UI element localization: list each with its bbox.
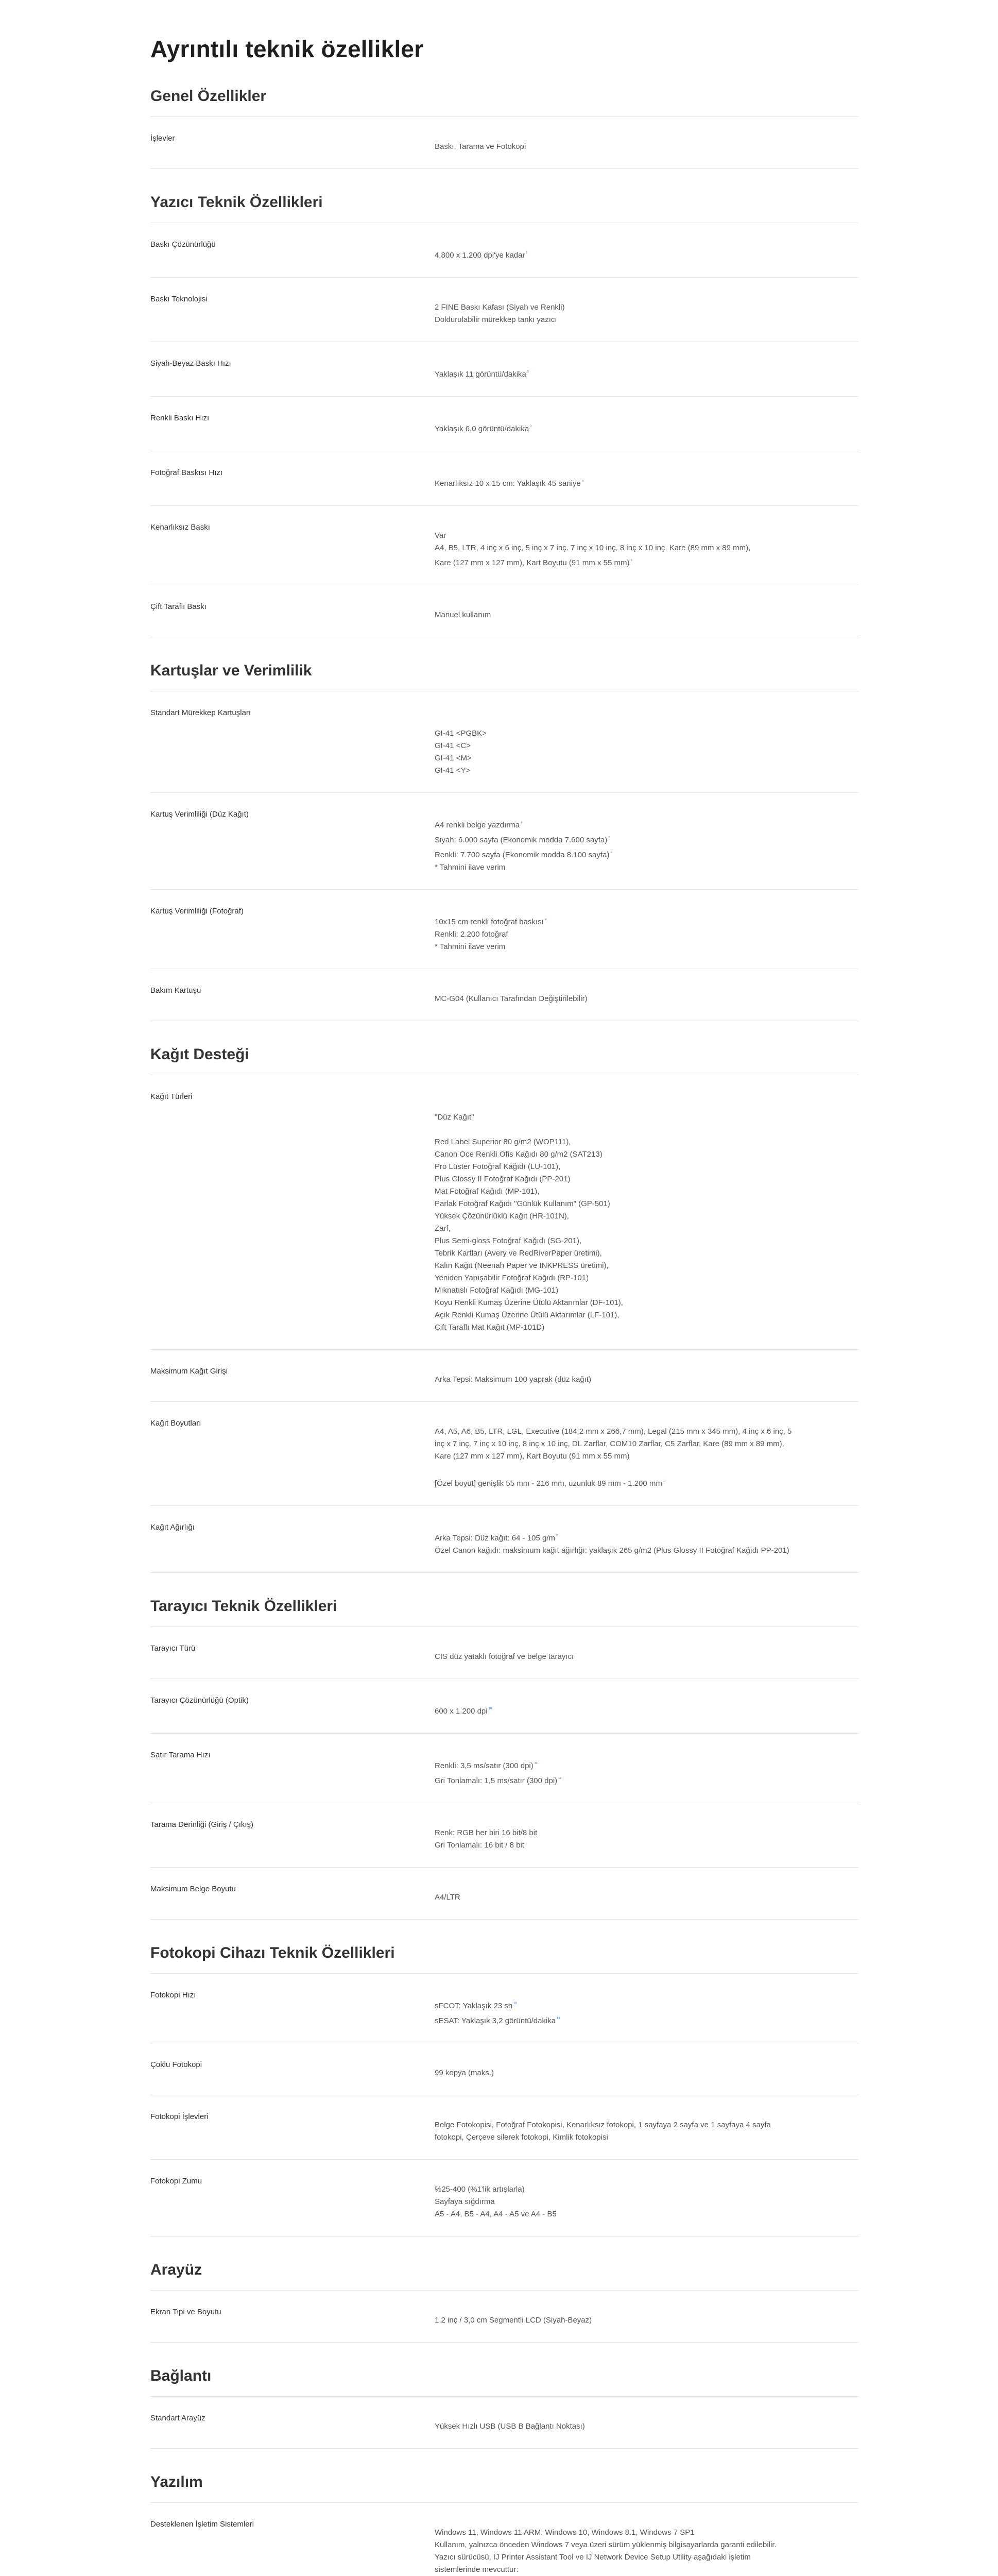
spec-value-line: Plus Semi-gloss Fotoğraf Kağıdı (SG-201), xyxy=(435,1236,582,1245)
spec-row xyxy=(150,277,858,342)
spec-value-line: sFCOT: Yaklaşık 23 sn $^{^{13}}$ xyxy=(435,2001,517,2010)
page-title: Ayrıntılı teknik özellikler xyxy=(150,36,424,62)
spec-value-line: Yeniden Yapışabilir Fotoğraf Kağıdı (RP-101) xyxy=(435,1274,589,1282)
spec-value xyxy=(435,239,858,262)
section-baglanti xyxy=(150,2367,998,2449)
footnote-ref[interactable]: ⁴ xyxy=(581,479,584,484)
spec-value-line: Mıknatıslı Fotoğraf Kağıdı (MG-101) xyxy=(435,1286,559,1295)
spec-value-line: CIS düz yataklı fotoğraf ve belge tarayıcı xyxy=(435,1652,574,1661)
spec-value-line: Arka Tepsi: Maksimum 100 yaprak (düz kağıt) xyxy=(435,1375,592,1384)
section-title: Genel Özellikler xyxy=(150,88,267,105)
spec-row xyxy=(150,1626,858,1679)
spec-value xyxy=(435,1694,858,1718)
spec-label: Bakım Kartuşu xyxy=(150,986,201,995)
section-genel-ozellikler xyxy=(150,88,998,169)
spec-label: Tarayıcı Türü xyxy=(150,1644,196,1653)
spec-value-line: Manuel kullanım xyxy=(435,611,491,619)
spec-value-line: * Tahmini ilave verim xyxy=(435,863,506,872)
spec-value xyxy=(435,412,858,435)
section-tarayici-teknik-ozellikleri xyxy=(150,1598,998,1920)
spec-value-line: sistemlerinde mevcuttur: xyxy=(435,2565,519,2574)
spec-value-line: sESAT: Yaklaşık 3,2 görüntü/dakika $^{^{14}}$ xyxy=(435,2016,561,2025)
spec-value-line: Yüksek Çözünürlüklü Kağıt (HR-101N), xyxy=(435,1212,569,1221)
spec-label: Baskı Çözünürlüğü xyxy=(150,240,216,249)
spec-label: Çoklu Fotokopi xyxy=(150,2060,202,2069)
spec-label: Kağıt Boyutları xyxy=(150,1419,201,1428)
spec-label: Kağıt Türleri xyxy=(150,1092,193,1101)
spec-row xyxy=(150,342,858,396)
footnote-ref[interactable]: ¹¹ xyxy=(534,1761,538,1766)
spec-value-line: A4, A5, A6, B5, LTR, LGL, Executive (184,2 mm x 266,7 mm), Legal (215 mm x 345 mm), 4 inç x 6 inç, 5 xyxy=(435,1427,792,1436)
spec-value-line: Açık Renkli Kumaş Üzerine Ütülü Aktarımlar (LF-101), xyxy=(435,1311,620,1319)
spec-value xyxy=(435,2059,858,2079)
spec-label: Fotokopi Zumu xyxy=(150,2177,202,2185)
spec-value xyxy=(435,2518,858,2576)
spec-value-line: Red Label Superior 80 g/m2 (WOP111), xyxy=(435,1138,571,1146)
spec-value xyxy=(435,1989,858,2027)
spec-value-line: %25-400 (%1'lik artışlarla) xyxy=(435,2185,525,2194)
spec-value-line: 2 FINE Baskı Kafası (Siyah ve Renkli) xyxy=(435,303,565,312)
spec-row xyxy=(150,2043,858,2095)
spec-row xyxy=(150,1733,858,1803)
footnote-ref[interactable]: ⁹ xyxy=(544,917,547,922)
spec-value-line: Tebrik Kartları (Avery ve RedRiverPaper üretimi), xyxy=(435,1249,602,1258)
spec-value xyxy=(435,601,858,621)
spec-value-line: Zarf, xyxy=(435,1224,451,1233)
spec-row xyxy=(150,2290,858,2343)
spec-value-line: Yaklaşık 11 görüntü/dakika $^{^2}$ xyxy=(435,369,529,379)
spec-row xyxy=(150,116,858,169)
spec-value xyxy=(435,985,858,1005)
footnote-ref[interactable]: ³ xyxy=(530,424,532,429)
spec-value-line xyxy=(435,1463,858,1475)
spec-value-line: Canon Oce Renkli Ofis Kağıdı 80 g/m2 (SAT213) xyxy=(435,1150,603,1159)
spec-label: Fotoğraf Baskısı Hızı xyxy=(150,468,223,477)
section-title: Kartuşlar ve Verimlilik xyxy=(150,662,312,679)
spec-value xyxy=(435,1642,858,1663)
spec-value-line: Belge Fotokopisi, Fotoğraf Fotokopisi, Kenarlıksız fotokopi, 1 sayfaya 2 sayfa ve 1 sayfaya 4 sayfa xyxy=(435,2121,771,2129)
section-title: Fotokopi Cihazı Teknik Özellikleri xyxy=(150,1944,395,1961)
footnote-ref[interactable]: ¹ xyxy=(663,1479,665,1484)
footnote-ref[interactable]: ² xyxy=(556,1533,558,1538)
section-yazilim xyxy=(150,2473,998,2576)
section-title: Yazılım xyxy=(150,2473,203,2490)
spec-label: Ekran Tipi ve Boyutu xyxy=(150,2308,221,2316)
spec-value-line: Siyah: 6.000 sayfa (Ekonomik modda 7.600 sayfa) $^{^7}$ xyxy=(435,835,610,844)
spec-row xyxy=(150,1803,858,1867)
spec-value-line: Renkli: 3,5 ms/satır (300 dpi) $^{^{11}}$ xyxy=(435,1761,538,1770)
spec-table xyxy=(150,691,858,1021)
spec-row xyxy=(150,2396,858,2449)
spec-table xyxy=(150,1973,858,2236)
spec-table xyxy=(150,223,858,637)
spec-value xyxy=(435,905,858,953)
spec-value xyxy=(435,2175,858,2221)
spec-value xyxy=(435,1091,858,1334)
spec-label: Fotokopi Hızı xyxy=(150,1991,196,1999)
footnote-ref[interactable]: ⁵ xyxy=(630,558,633,563)
spec-value-line: Arka Tepsi: Düz kağıt: 64 - 105 g/m $^{^2}$ xyxy=(435,1533,558,1543)
section-arayuz xyxy=(150,2261,998,2343)
spec-row xyxy=(150,2159,858,2236)
spec-label: Maksimum Belge Boyutu xyxy=(150,1885,236,1893)
spec-value-line: A4, B5, LTR, 4 inç x 6 inç, 5 inç x 7 inç, 7 inç x 10 inç, 8 inç x 10 inç, Kare (89 mm x 89 mm), xyxy=(435,544,751,552)
spec-value-line: Kare (127 mm x 127 mm), Kart Boyutu (91 mm x 55 mm) xyxy=(435,1452,630,1461)
spec-value-line: GI-41 <Y> xyxy=(435,766,471,775)
spec-row xyxy=(150,505,858,585)
footnote-ref[interactable]: ² xyxy=(527,369,529,375)
spec-value xyxy=(435,1521,858,1557)
spec-value xyxy=(435,1883,858,1904)
spec-value-line: Özel Canon kağıdı: maksimum kağıt ağırlığı: yaklaşık 265 g/m2 (Plus Glossy II Fotoğraf Kağıdı PP-201) xyxy=(435,1546,789,1555)
spec-value-line: * Tahmini ilave verim xyxy=(435,942,506,951)
spec-value xyxy=(435,2306,858,2327)
spec-value-line xyxy=(435,1099,858,1111)
spec-value-line: A4/LTR xyxy=(435,1893,460,1902)
spec-row xyxy=(150,1505,858,1573)
spec-row xyxy=(150,2502,858,2576)
spec-value-line: Kare (127 mm x 127 mm), Kart Boyutu (91 mm x 55 mm) $^{^5}$ xyxy=(435,558,633,567)
spec-row xyxy=(150,396,858,451)
spec-value xyxy=(435,1365,858,1386)
spec-value-line: Var xyxy=(435,531,446,540)
spec-label: Tarama Derinliği (Giriş / Çıkış) xyxy=(150,1820,254,1829)
section-kartuslar-ve-verimlilik xyxy=(150,662,998,1021)
spec-value xyxy=(435,808,858,874)
spec-value xyxy=(435,467,858,490)
spec-row xyxy=(150,585,858,637)
spec-table xyxy=(150,1075,858,1573)
spec-value-line: Koyu Renkli Kumaş Üzerine Ütülü Aktarımlar (DF-101), xyxy=(435,1298,623,1307)
spec-value-line: Kullanım, yalnızca önceden Windows 7 veya üzeri sürüm yüklenmiş bilgisayarlarda garanti edilebilir. xyxy=(435,2540,777,2549)
spec-value-line: [Özel boyut] genişlik 55 mm - 216 mm, uzunluk 89 mm - 1.200 mm $^{^1}$ xyxy=(435,1479,665,1488)
spec-value-line: Windows 11, Windows 11 ARM, Windows 10, Windows 8.1, Windows 7 SP1 xyxy=(435,2528,695,2537)
spec-row xyxy=(150,1679,858,1733)
spec-value-line: inç x 7 inç, 7 inç x 10 inç, 8 inç x 10 inç, DL Zarflar, COM10 Zarflar, C5 Zarflar, Kare (89 mm x 89 mm), xyxy=(435,1439,784,1448)
spec-value-line: Çift Taraflı Mat Kağıt (MP-101D) xyxy=(435,1323,545,1332)
spec-value-line: Baskı, Tarama ve Fotokopi xyxy=(435,142,526,151)
spec-label: Kenarlıksız Baskı xyxy=(150,523,210,532)
spec-value-line: 10x15 cm renkli fotoğraf baskısı $^{^9}$ xyxy=(435,917,547,926)
spec-sections xyxy=(150,88,998,2576)
spec-value-line: GI-41 <C> xyxy=(435,741,471,750)
spec-label: Kağıt Ağırlığı xyxy=(150,1523,195,1532)
footnote-ref[interactable]: ⁸ xyxy=(610,850,613,855)
spec-row xyxy=(150,691,858,792)
spec-value-line: 1,2 inç / 3,0 cm Segmentli LCD (Siyah-Beyaz) xyxy=(435,2316,592,2325)
section-title: Arayüz xyxy=(150,2261,202,2278)
spec-value xyxy=(435,1749,858,1787)
spec-value-line: MC-G04 (Kullanıcı Tarafından Değiştirilebilir) xyxy=(435,994,588,1003)
spec-value-line: Renk: RGB her biri 16 bit/8 bit xyxy=(435,1828,538,1837)
spec-value-line: Parlak Fotoğraf Kağıdı "Günlük Kullanım" (GP-501) xyxy=(435,1199,610,1208)
spec-value-line: Doldurulabilir mürekkep tankı yazıcı xyxy=(435,315,557,324)
spec-value xyxy=(435,132,858,153)
spec-label: Çift Taraflı Baskı xyxy=(150,602,207,611)
spec-value-line: "Düz Kağıt" xyxy=(435,1113,474,1122)
spec-label: Baskı Teknolojisi xyxy=(150,295,208,303)
spec-label: Maksimum Kağıt Girişi xyxy=(150,1367,228,1376)
spec-row xyxy=(150,223,858,277)
spec-value-line: Kenarlıksız 10 x 15 cm: Yaklaşık 45 saniye $^{^4}$ xyxy=(435,479,584,488)
spec-value-line: Yüksek Hızlı USB (USB B Bağlantı Noktası) xyxy=(435,2422,585,2431)
spec-value xyxy=(435,2111,858,2144)
footnote-ref[interactable]: ⁶ xyxy=(521,820,523,825)
footnote-ref[interactable]: ¹³ xyxy=(513,2001,517,2006)
spec-value-line: A5 - A4, B5 - A4, A4 - A5 ve A4 - B5 xyxy=(435,2210,557,2218)
spec-table xyxy=(150,1626,858,1920)
spec-row xyxy=(150,1973,858,2043)
spec-row xyxy=(150,889,858,969)
spec-value xyxy=(435,1417,858,1490)
spec-value xyxy=(435,2412,858,2433)
spec-value-line: Renkli: 7.700 sayfa (Ekonomik modda 8.100 sayfa) $^{^8}$ xyxy=(435,850,613,859)
spec-value xyxy=(435,1819,858,1852)
section-title: Tarayıcı Teknik Özellikleri xyxy=(150,1598,337,1615)
spec-row xyxy=(150,1401,858,1505)
spec-label: Standart Mürekkep Kartuşları xyxy=(150,708,251,717)
footnote-ref[interactable]: ¹⁴ xyxy=(557,2016,561,2021)
footnote-ref[interactable]: ¹ xyxy=(526,250,528,256)
spec-row xyxy=(150,1075,858,1349)
spec-row xyxy=(150,1349,858,1401)
spec-value-line: Yaklaşık 6,0 görüntü/dakika $^{^3}$ xyxy=(435,424,532,433)
spec-value-line: 4.800 x 1.200 dpi'ye kadar $^{^1}$ xyxy=(435,250,528,260)
spec-value xyxy=(435,521,858,569)
section-yazici-teknik-ozellikleri xyxy=(150,194,998,637)
spec-label: Standart Arayüz xyxy=(150,2414,205,2422)
spec-table xyxy=(150,2290,858,2343)
spec-label: Kartuş Verimliliği (Düz Kağıt) xyxy=(150,810,249,819)
spec-value xyxy=(435,358,858,381)
spec-table xyxy=(150,2502,858,2576)
section-title: Yazıcı Teknik Özellikleri xyxy=(150,194,323,211)
spec-label: Renkli Baskı Hızı xyxy=(150,414,210,422)
spec-value xyxy=(435,707,858,777)
spec-table xyxy=(150,116,858,169)
spec-value-line: Mat Fotoğraf Kağıdı (MP-101), xyxy=(435,1187,540,1196)
section-title: Bağlantı xyxy=(150,2367,212,2384)
section-title: Kağıt Desteği xyxy=(150,1046,249,1063)
spec-table xyxy=(150,2396,858,2449)
spec-value-line: GI-41 <M> xyxy=(435,754,472,762)
spec-value-line: Yazıcı sürücüsü, IJ Printer Assistant Tool ve IJ Network Device Setup Utility aşağıdaki işletim xyxy=(435,2553,751,2562)
spec-value-line: Gri Tonlamalı: 1,5 ms/satır (300 dpi) $^{^{12}}$ xyxy=(435,1776,562,1785)
spec-row xyxy=(150,792,858,889)
spec-row xyxy=(150,969,858,1021)
spec-value-line: Pro Lüster Fotoğraf Kağıdı (LU-101), xyxy=(435,1162,561,1171)
spec-row xyxy=(150,1867,858,1920)
section-fotokopi-cihazi-teknik-ozellikleri xyxy=(150,1944,998,2236)
spec-value-line: Sayfaya sığdırma xyxy=(435,2197,495,2206)
spec-label: Kartuş Verimliliği (Fotoğraf) xyxy=(150,907,244,916)
spec-label: Desteklenen İşletim Sistemleri xyxy=(150,2520,254,2529)
spec-value-line: Kalın Kağıt (Neenah Paper ve INKPRESS üretimi), xyxy=(435,1261,609,1270)
spec-value-line: fotokopi, Çerçeve silerek fotokopi, Kimlik fotokopisi xyxy=(435,2133,608,2142)
spec-value-line: 99 kopya (maks.) xyxy=(435,2069,494,2077)
spec-value-line: GI-41 <PGBK> xyxy=(435,729,487,738)
spec-label: İşlevler xyxy=(150,134,175,143)
footnote-ref[interactable]: ¹² xyxy=(558,1776,562,1781)
footnote-ref[interactable]: ¹⁰ xyxy=(488,1706,492,1711)
spec-value-line xyxy=(435,1124,858,1136)
spec-label: Tarayıcı Çözünürlüğü (Optik) xyxy=(150,1696,249,1705)
spec-value xyxy=(435,293,858,326)
spec-value-line: Renkli: 2.200 fotoğraf xyxy=(435,930,508,939)
spec-value-line: Gri Tonlamalı: 16 bit / 8 bit xyxy=(435,1841,524,1850)
spec-value-line: 600 x 1.200 dpi $^{^{10}}$ xyxy=(435,1706,492,1716)
spec-value-line xyxy=(435,715,858,727)
spec-value-line: Plus Glossy II Fotoğraf Kağıdı (PP-201) xyxy=(435,1175,571,1183)
footnote-ref[interactable]: ⁷ xyxy=(608,835,610,840)
spec-row xyxy=(150,451,858,505)
spec-label: Fotokopi İşlevleri xyxy=(150,2112,209,2121)
spec-value-line: A4 renkli belge yazdırma $^{^6}$ xyxy=(435,820,523,829)
spec-row xyxy=(150,2095,858,2159)
spec-label: Siyah-Beyaz Baskı Hızı xyxy=(150,359,231,368)
spec-label: Satır Tarama Hızı xyxy=(150,1751,211,1759)
section-kagit-destegi xyxy=(150,1046,998,1573)
